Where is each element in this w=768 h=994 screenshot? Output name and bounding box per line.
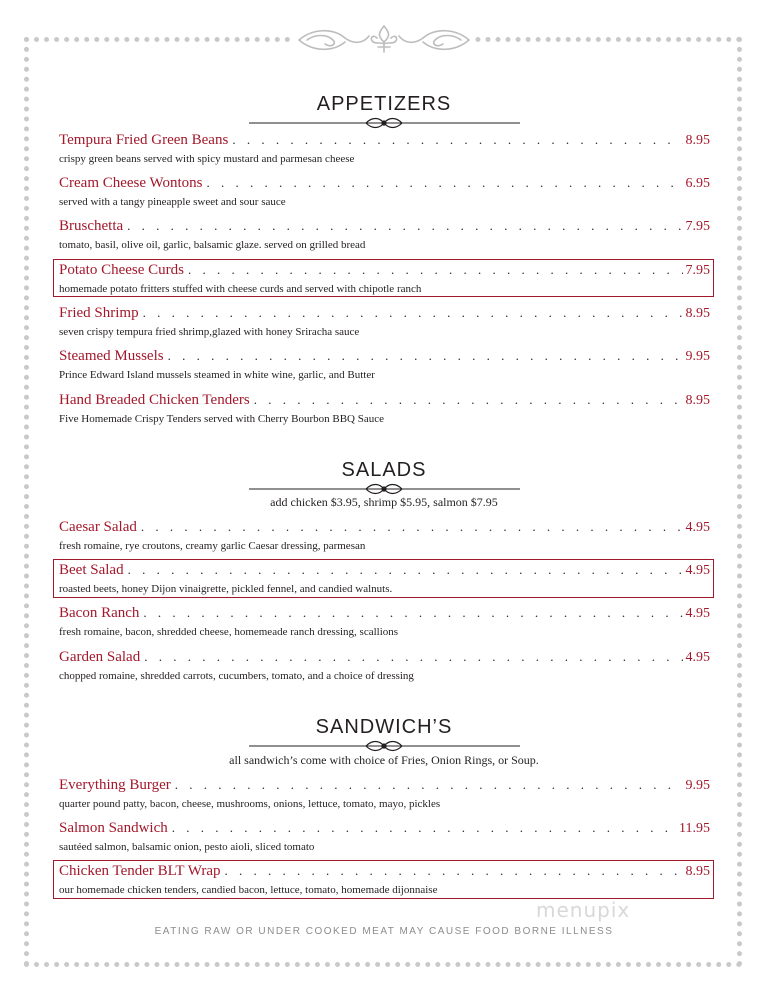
item-description: Prince Edward Island mussels steamed in white wine, garlic, and Butter bbox=[59, 369, 375, 381]
item-price: 9.95 bbox=[685, 349, 710, 364]
item-description: seven crispy tempura fried shrimp,glazed with honey Sriracha sauce bbox=[59, 326, 360, 338]
dot-leader bbox=[127, 219, 682, 232]
flourish-ornament-icon bbox=[293, 22, 475, 56]
item-name: Garden Salad bbox=[59, 649, 141, 665]
item-description: served with a tangy pineapple sweet and sour sauce bbox=[59, 196, 286, 208]
menu-item bbox=[59, 218, 710, 251]
menu-item bbox=[59, 863, 710, 896]
dot-leader bbox=[143, 606, 682, 619]
dot-leader bbox=[144, 650, 682, 663]
menu-item bbox=[59, 519, 710, 552]
menu-item bbox=[59, 132, 710, 165]
menu-item bbox=[59, 777, 710, 810]
item-name: Steamed Mussels bbox=[59, 348, 164, 364]
item-name: Hand Breaded Chicken Tenders bbox=[59, 392, 250, 408]
item-name: Chicken Tender BLT Wrap bbox=[59, 863, 221, 879]
dot-leader bbox=[207, 176, 683, 189]
item-name: Potato Cheese Curds bbox=[59, 262, 184, 278]
salads-note: add chicken $3.95, shrimp $5.95, salmon $7.95 bbox=[270, 495, 498, 509]
item-price: 4.95 bbox=[685, 563, 710, 578]
item-price: 8.95 bbox=[685, 864, 710, 879]
item-price: 4.95 bbox=[685, 520, 710, 535]
divider-ornament-icon bbox=[249, 116, 520, 130]
item-name: Bruschetta bbox=[59, 218, 124, 234]
sandwiches-note: all sandwich’s come with choice of Fries, Onion Rings, or Soup. bbox=[229, 753, 539, 767]
menu-item bbox=[59, 262, 710, 295]
item-name: Bacon Ranch bbox=[59, 605, 140, 621]
dot-leader bbox=[143, 306, 683, 319]
item-name: Fried Shrimp bbox=[59, 305, 139, 321]
item-name: Salmon Sandwich bbox=[59, 820, 168, 836]
item-name: Tempura Fried Green Beans bbox=[59, 132, 229, 148]
item-name: Cream Cheese Wontons bbox=[59, 175, 203, 191]
appetizers-heading: APPETIZERS bbox=[316, 93, 452, 115]
menu-item bbox=[59, 305, 710, 338]
item-price: 4.95 bbox=[685, 606, 710, 621]
dot-leader bbox=[188, 263, 683, 276]
item-description: chopped romaine, shredded carrots, cucumbers, tomato, and a choice of dressing bbox=[59, 670, 414, 682]
menu-item bbox=[59, 175, 710, 208]
salads-heading: SALADS bbox=[341, 459, 427, 481]
sandwiches-heading: SANDWICH’S bbox=[315, 716, 453, 738]
item-description: quarter pound patty, bacon, cheese, mushrooms, onions, lettuce, tomato, mayo, pickles bbox=[59, 798, 441, 810]
menu-item bbox=[59, 348, 710, 381]
food-safety-disclaimer: EATING RAW OR UNDER COOKED MEAT MAY CAUSE FOOD BORNE ILLNESS bbox=[154, 926, 614, 937]
item-description: fresh romaine, rye croutons, creamy garlic Caesar dressing, parmesan bbox=[59, 540, 366, 552]
menupix-watermark: menupix bbox=[536, 898, 631, 922]
item-description: tomato, basil, olive oil, garlic, balsamic glaze. served on grilled bread bbox=[59, 239, 366, 251]
item-description: roasted beets, honey Dijon vinaigrette, pickled fennel, and candied walnuts. bbox=[59, 583, 393, 595]
divider-ornament-icon bbox=[249, 739, 520, 753]
item-description: our homemade chicken tenders, candied bacon, lettuce, tomato, homemade dijonnaise bbox=[59, 884, 438, 896]
dot-leader bbox=[168, 349, 683, 362]
menu-item bbox=[59, 820, 710, 853]
dot-leader bbox=[175, 778, 683, 791]
menu-item bbox=[59, 562, 710, 595]
item-price: 7.95 bbox=[685, 219, 710, 234]
item-price: 11.95 bbox=[679, 821, 710, 836]
item-price: 7.95 bbox=[685, 263, 710, 278]
menu-item bbox=[59, 605, 710, 638]
item-description: fresh romaine, bacon, shredded cheese, homemeade ranch dressing, scallions bbox=[59, 626, 399, 638]
item-price: 8.95 bbox=[685, 133, 710, 148]
dot-leader bbox=[141, 520, 683, 533]
item-price: 8.95 bbox=[685, 306, 710, 321]
item-name: Everything Burger bbox=[59, 777, 171, 793]
item-price: 6.95 bbox=[685, 176, 710, 191]
item-name: Caesar Salad bbox=[59, 519, 137, 535]
dot-leader bbox=[232, 133, 682, 146]
menu-item bbox=[59, 392, 710, 425]
item-description: Five Homemade Crispy Tenders served with Cherry Bourbon BBQ Sauce bbox=[59, 413, 384, 425]
item-price: 8.95 bbox=[685, 393, 710, 408]
dot-leader bbox=[254, 393, 683, 406]
item-name: Beet Salad bbox=[59, 562, 124, 578]
dot-leader bbox=[172, 821, 676, 834]
dot-leader bbox=[225, 864, 683, 877]
item-price: 9.95 bbox=[685, 778, 710, 793]
item-description: homemade potato fritters stuffed with cheese curds and served with chipotle ranch bbox=[59, 283, 422, 295]
item-description: sautéed salmon, balsamic onion, pesto aioli, sliced tomato bbox=[59, 841, 315, 853]
menu-item bbox=[59, 649, 710, 682]
dot-leader bbox=[128, 563, 683, 576]
item-price: 4.95 bbox=[685, 650, 710, 665]
divider-ornament-icon bbox=[249, 482, 520, 496]
item-description: crispy green beans served with spicy mustard and parmesan cheese bbox=[59, 153, 355, 165]
